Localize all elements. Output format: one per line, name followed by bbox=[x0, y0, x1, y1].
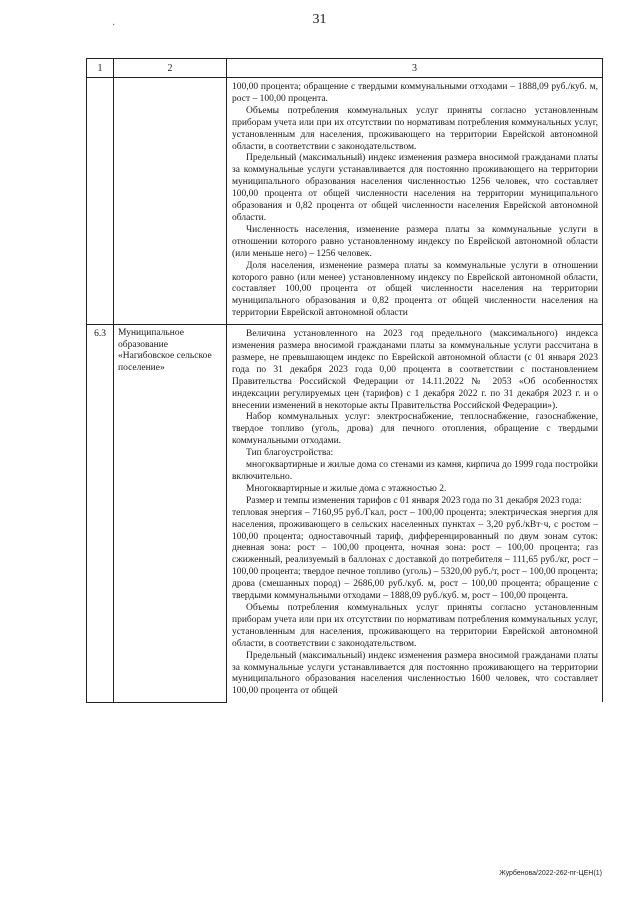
table-header-row bbox=[87, 59, 603, 78]
paragraph: Набор коммунальных услуг: электроснабжение, теплоснабжение, газоснабжение, твердое топливо (уголь, дрова) для печного отопления, обращение с твердыми коммунальными отходами. bbox=[232, 412, 598, 447]
paragraph: Величина установленного на 2023 год предельного (максимального) индекса изменения размера вносимой гражданами платы за коммунальные услуги рассчитана в размере, не превышающем индекс по Еврейской автономной области (с 01 января 2023 года по 31 декабря 2023 года 0,00 процента в соответствии с постановлением Правительства Российской Федерации от 14.11.2022 № 2053 «Об особенностях индексации регулируемых цен (тарифов) с 1 декабря 2022 г. по 31 декабря 2023 г. и о внесении изменений в некоторые акты Правительства Российской Федерации»). bbox=[232, 329, 598, 411]
paragraph: тепловая энергия – 7160,95 руб./Гкал, рост – 100,00 процента; электрическая энергия для населения, проживающего в сельских населенных пунктах – 3,20 руб./кВт·ч, с ростом – 100,00 процента; одноставочный тариф, дифференцированный по двум зонам суток: дневная зона: рост – 100,00 процента, ночная зона: рост – 100,00 процента; газ сжиженный, реализуемый в баллонах с доставкой до потребителя – 111,65 руб./кг, рост – 100,00 процента; твердое печное топливо (уголь) – 5320,00 руб./т, рост – 100,00 процента; дрова (смешанных пород) – 2686,00 руб./куб. м, рост – 100,00 процента; обращение с твердыми коммунальными отходами – 1888,09 руб./куб. м, рост – 100,00 процента. bbox=[232, 507, 598, 602]
description-cell bbox=[227, 325, 603, 703]
paragraph: 100,00 процента; обращение с твердыми коммунальными отходами – 1888,09 руб./куб. м, рост – 100,00 процента. bbox=[232, 82, 598, 104]
row-number-cell bbox=[87, 78, 114, 325]
page-number: 31 bbox=[312, 12, 327, 27]
paragraph: Объемы потребления коммунальных услуг приняты согласно установленным приборам учета или при их отсутствии по нормативам потребления коммунальных услуг, установленным для населения, проживающего на территории Еврейской автономной области, в соответствии с законодательством. bbox=[232, 602, 598, 649]
scan-dot: · bbox=[112, 20, 116, 31]
column-header: 2 bbox=[114, 59, 227, 78]
paragraph: Предельный (максимальный) индекс изменения размера вносимой гражданами платы за коммунальные услуги устанавливается для постоянно проживающего на территории муниципального образования населения численностью 1256 человек, что составляет 100,00 процента от общей численности населения на территории муниципального образования и 0,82 процента от общей численности населения Еврейской автономной области. bbox=[232, 153, 598, 223]
table-row bbox=[87, 78, 603, 325]
org-cell: Муниципальное образование «Нагибовское сельское поселение» bbox=[114, 325, 227, 703]
paragraph: Численность населения, изменение размера платы за коммунальные услуги в отношении которого равно установленному индексу по Еврейской автономной области (или меньше него) – 1256 человек. bbox=[232, 224, 598, 259]
paragraph: Объемы потребления коммунальных услуг приняты согласно установленным приборам учета или при их отсутствии по нормативам потребления коммунальных услуг, установленным для населения, проживающего на территории Еврейской автономной области, в соответствии с законодательством. bbox=[232, 105, 598, 152]
paragraph: многоквартирные и жилые дома со стенами из камня, кирпича до 1999 года постройки включительно. bbox=[232, 460, 598, 482]
column-header: 3 bbox=[227, 59, 603, 78]
paragraph: Доля населения, изменение размера платы за коммунальные услуги в отношении которого равно (или менее) установленному индексу по Еврейской автономной области, составляет 100,00 процента от общей численности населения на территории муниципального образования и 0,82 процента от общей численности населения на территории Еврейской автономной области bbox=[232, 260, 598, 319]
column-header: 1 bbox=[87, 59, 114, 78]
description-cell bbox=[227, 78, 603, 325]
tariff-table bbox=[86, 58, 603, 703]
paragraph: Тип благоустройства: bbox=[246, 448, 334, 459]
document-code: Журбенова/2022-262-пг-ЦЕН(1) bbox=[499, 870, 602, 877]
paragraph: Размер и темпы изменения тарифов с 01 января 2023 года по 31 декабря 2023 года: bbox=[246, 495, 582, 506]
table-row bbox=[87, 325, 603, 703]
org-cell bbox=[114, 78, 227, 325]
paragraph: Предельный (максимальный) индекс изменения размера вносимой гражданами платы за коммунальные услуги устанавливается для постоянно проживающего на территории муниципального образования населения численностью 1600 человек, что составляет 100,00 процента от общей bbox=[232, 650, 598, 697]
paragraph: Многоквартирные и жилые дома с этажностью 2. bbox=[246, 483, 447, 494]
row-number-cell: 6.3 bbox=[87, 325, 114, 703]
